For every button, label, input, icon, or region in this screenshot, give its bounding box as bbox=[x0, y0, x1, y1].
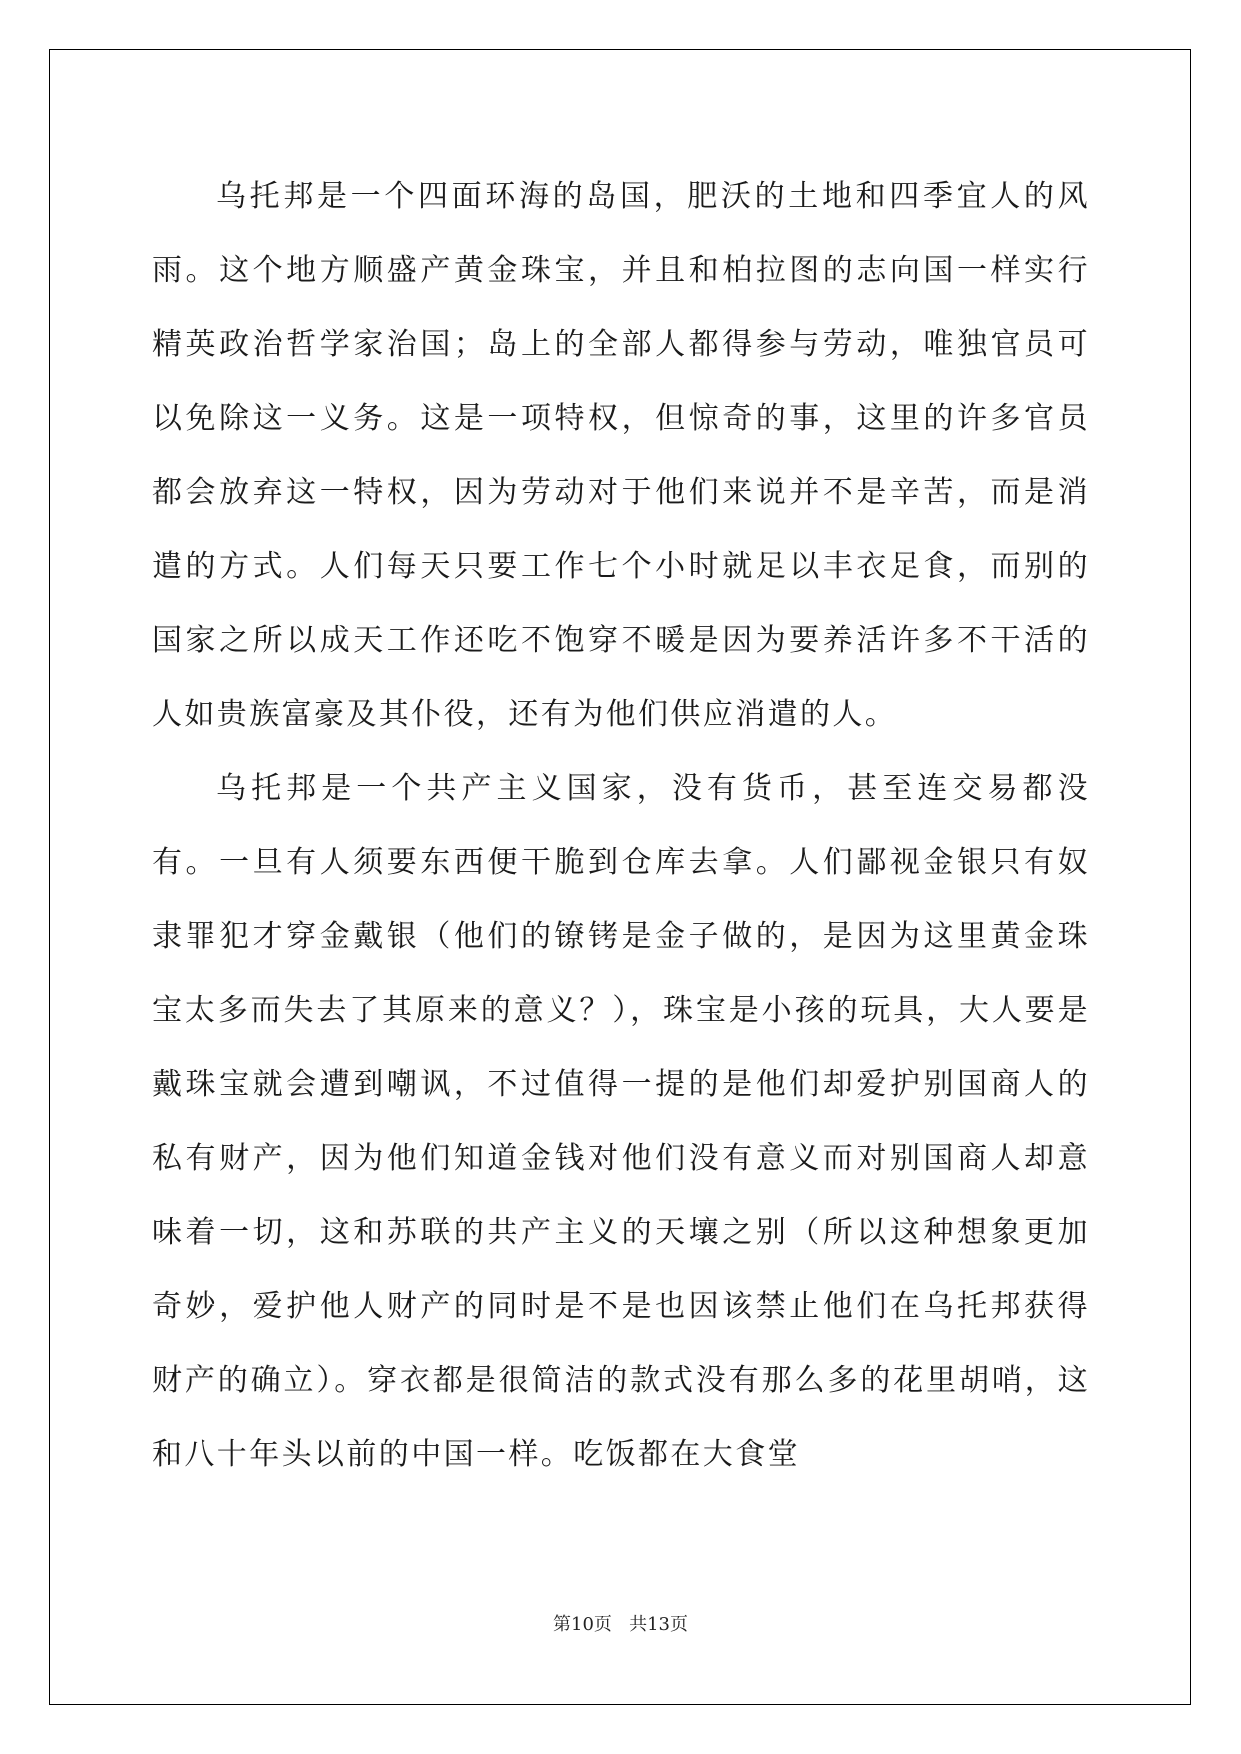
paragraph-2: 乌托邦是一个共产主义国家，没有货币，甚至连交易都没有。一旦有人须要东西便干脆到仓库去拿。人们鄙视金银只有奴隶罪犯才穿金戴银（他们的镣铐是金子做的，是因为这里黄金珠宝太多而失去了其原来的意义？），珠宝是小孩的玩具，大人要是戴珠宝就会遭到嘲讽，不过值得一提的是他们却爱护别国商人的私有财产，因为他们知道金钱对他们没有意义而对别国商人却意味着一切，这和苏联的共产主义的天壤之别（所以这种想象更加奇妙，爱护他人财产的同时是不是也因该禁止他们在乌托邦获得财产的确立）。穿衣都是很简洁的款式没有那么多的花里胡哨，这和八十年头以前的中国一样。吃饭都在大食堂 bbox=[152, 771, 1090, 1472]
document-body bbox=[152, 160, 1090, 1492]
total-pages: 共13页 bbox=[629, 1614, 688, 1635]
paragraph-1: 乌托邦是一个四面环海的岛国，肥沃的土地和四季宜人的风雨。这个地方顺盛产黄金珠宝，并且和柏拉图的志向国一样实行精英政治哲学家治国；岛上的全部人都得参与劳动，唯独官员可以免除这一义务。这是一项特权，但惊奇的事，这里的许多官员都会放弃这一特权，因为劳动对于他们来说并不是辛苦，而是消遣的方式。人们每天只要工作七个小时就足以丰衣足食，而别的国家之所以成天工作还吃不饱穿不暖是因为要养活许多不干活的人如贵族富豪及其仆役，还有为他们供应消遣的人。 bbox=[152, 179, 1090, 732]
page-footer bbox=[0, 1610, 1241, 1636]
page-number: 第10页 bbox=[553, 1614, 612, 1635]
footer-separator bbox=[612, 1614, 629, 1635]
